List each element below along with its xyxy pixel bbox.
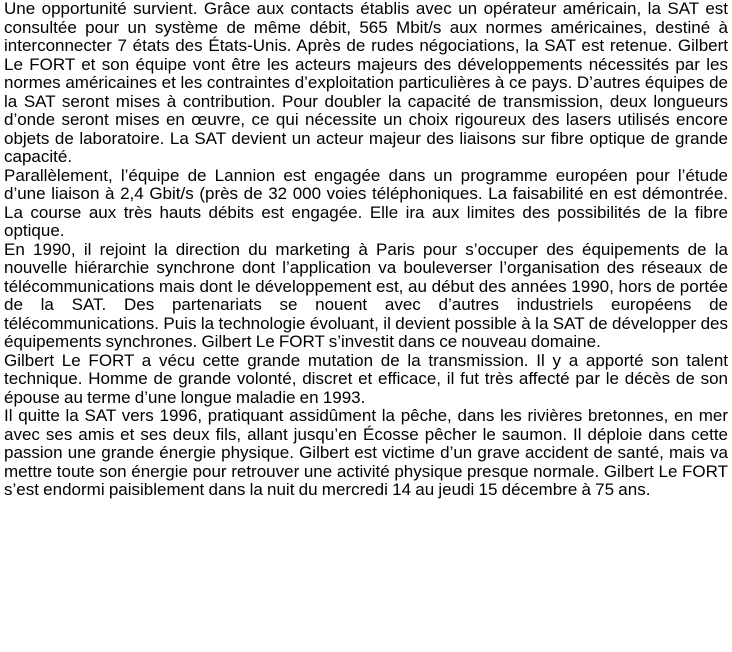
- paragraph-1990-marketing: En 1990, il rejoint la direction du marketing à Paris pour s’occuper des équipements de la nouvelle hiérarchie synchrone dont l’application va bouleverser l’organisation des réseaux de télécommunications mais dont le développement est, au début des années 1990, hors de portée de la SAT. Des partenariats se nouent avec d’autres industriels européens de télécommunications. Puis la technologie évoluant, il devient possible à la SAT de développer des équipements synchrones. Gilbert Le FORT s’investit dans ce nouveau domaine.: [4, 239, 728, 351]
- paragraph-lannion: Parallèlement, l’équipe de Lannion est engagée dans un programme européen pour l’étude d’une liaison à 2,4 Gbit/s (près de 32 000 voies téléphoniques. La faisabilité en est démontrée. La course aux très hauts débits est engagée. Elle ira aux limites des possibilités de la fibre optique.: [4, 165, 728, 240]
- paragraph-retirement: Il quitte la SAT vers 1996, pratiquant assidûment la pêche, dans les rivières bretonnes, en mer avec ses amis et ses deux fils, allant jusqu’en Écosse pêcher le saumon. Il déploie dans cette passion une grande énergie physique. Gilbert est victime d’un grave accident de santé, mais va mettre toute son énergie pour retrouver une activité physique presque normale. Gilbert Le FORT s’est endormi paisiblement dans la nuit du mercredi 14 au jeudi 15 décembre à 75 ans.: [4, 406, 728, 499]
- paragraph-opportunity: Une opportunité survient. Grâce aux contacts établis avec un opérateur américain, la SAT est consultée pour un système de même débit, 565 Mbit/s aux normes américaines, destiné à interconnecter 7 états des États-Unis. Après de rudes négociations, la SAT est retenue. Gilbert Le FORT et son équipe vont être les acteurs majeurs des développements nécessités par les normes américaines et les contraintes d’exploitation particulières à ce pays. D’autres équipes de la SAT seront mises à contribution. Pour doubler la capacité de transmission, deux longueurs d’onde seront mises en œuvre, ce qui nécessite un choix rigoureux des lasers utilisés encore objets de laboratoire. La SAT devient un acteur majeur des liaisons sur fibre optique de grande capacité.: [4, 0, 728, 166]
- paragraph-mutation: Gilbert Le FORT a vécu cette grande mutation de la transmission. Il y a apporté son talent technique. Homme de grande volonté, discret et efficace, il fut très affecté par le décès de son épouse au terme d’une longue maladie en 1993.: [4, 350, 728, 407]
